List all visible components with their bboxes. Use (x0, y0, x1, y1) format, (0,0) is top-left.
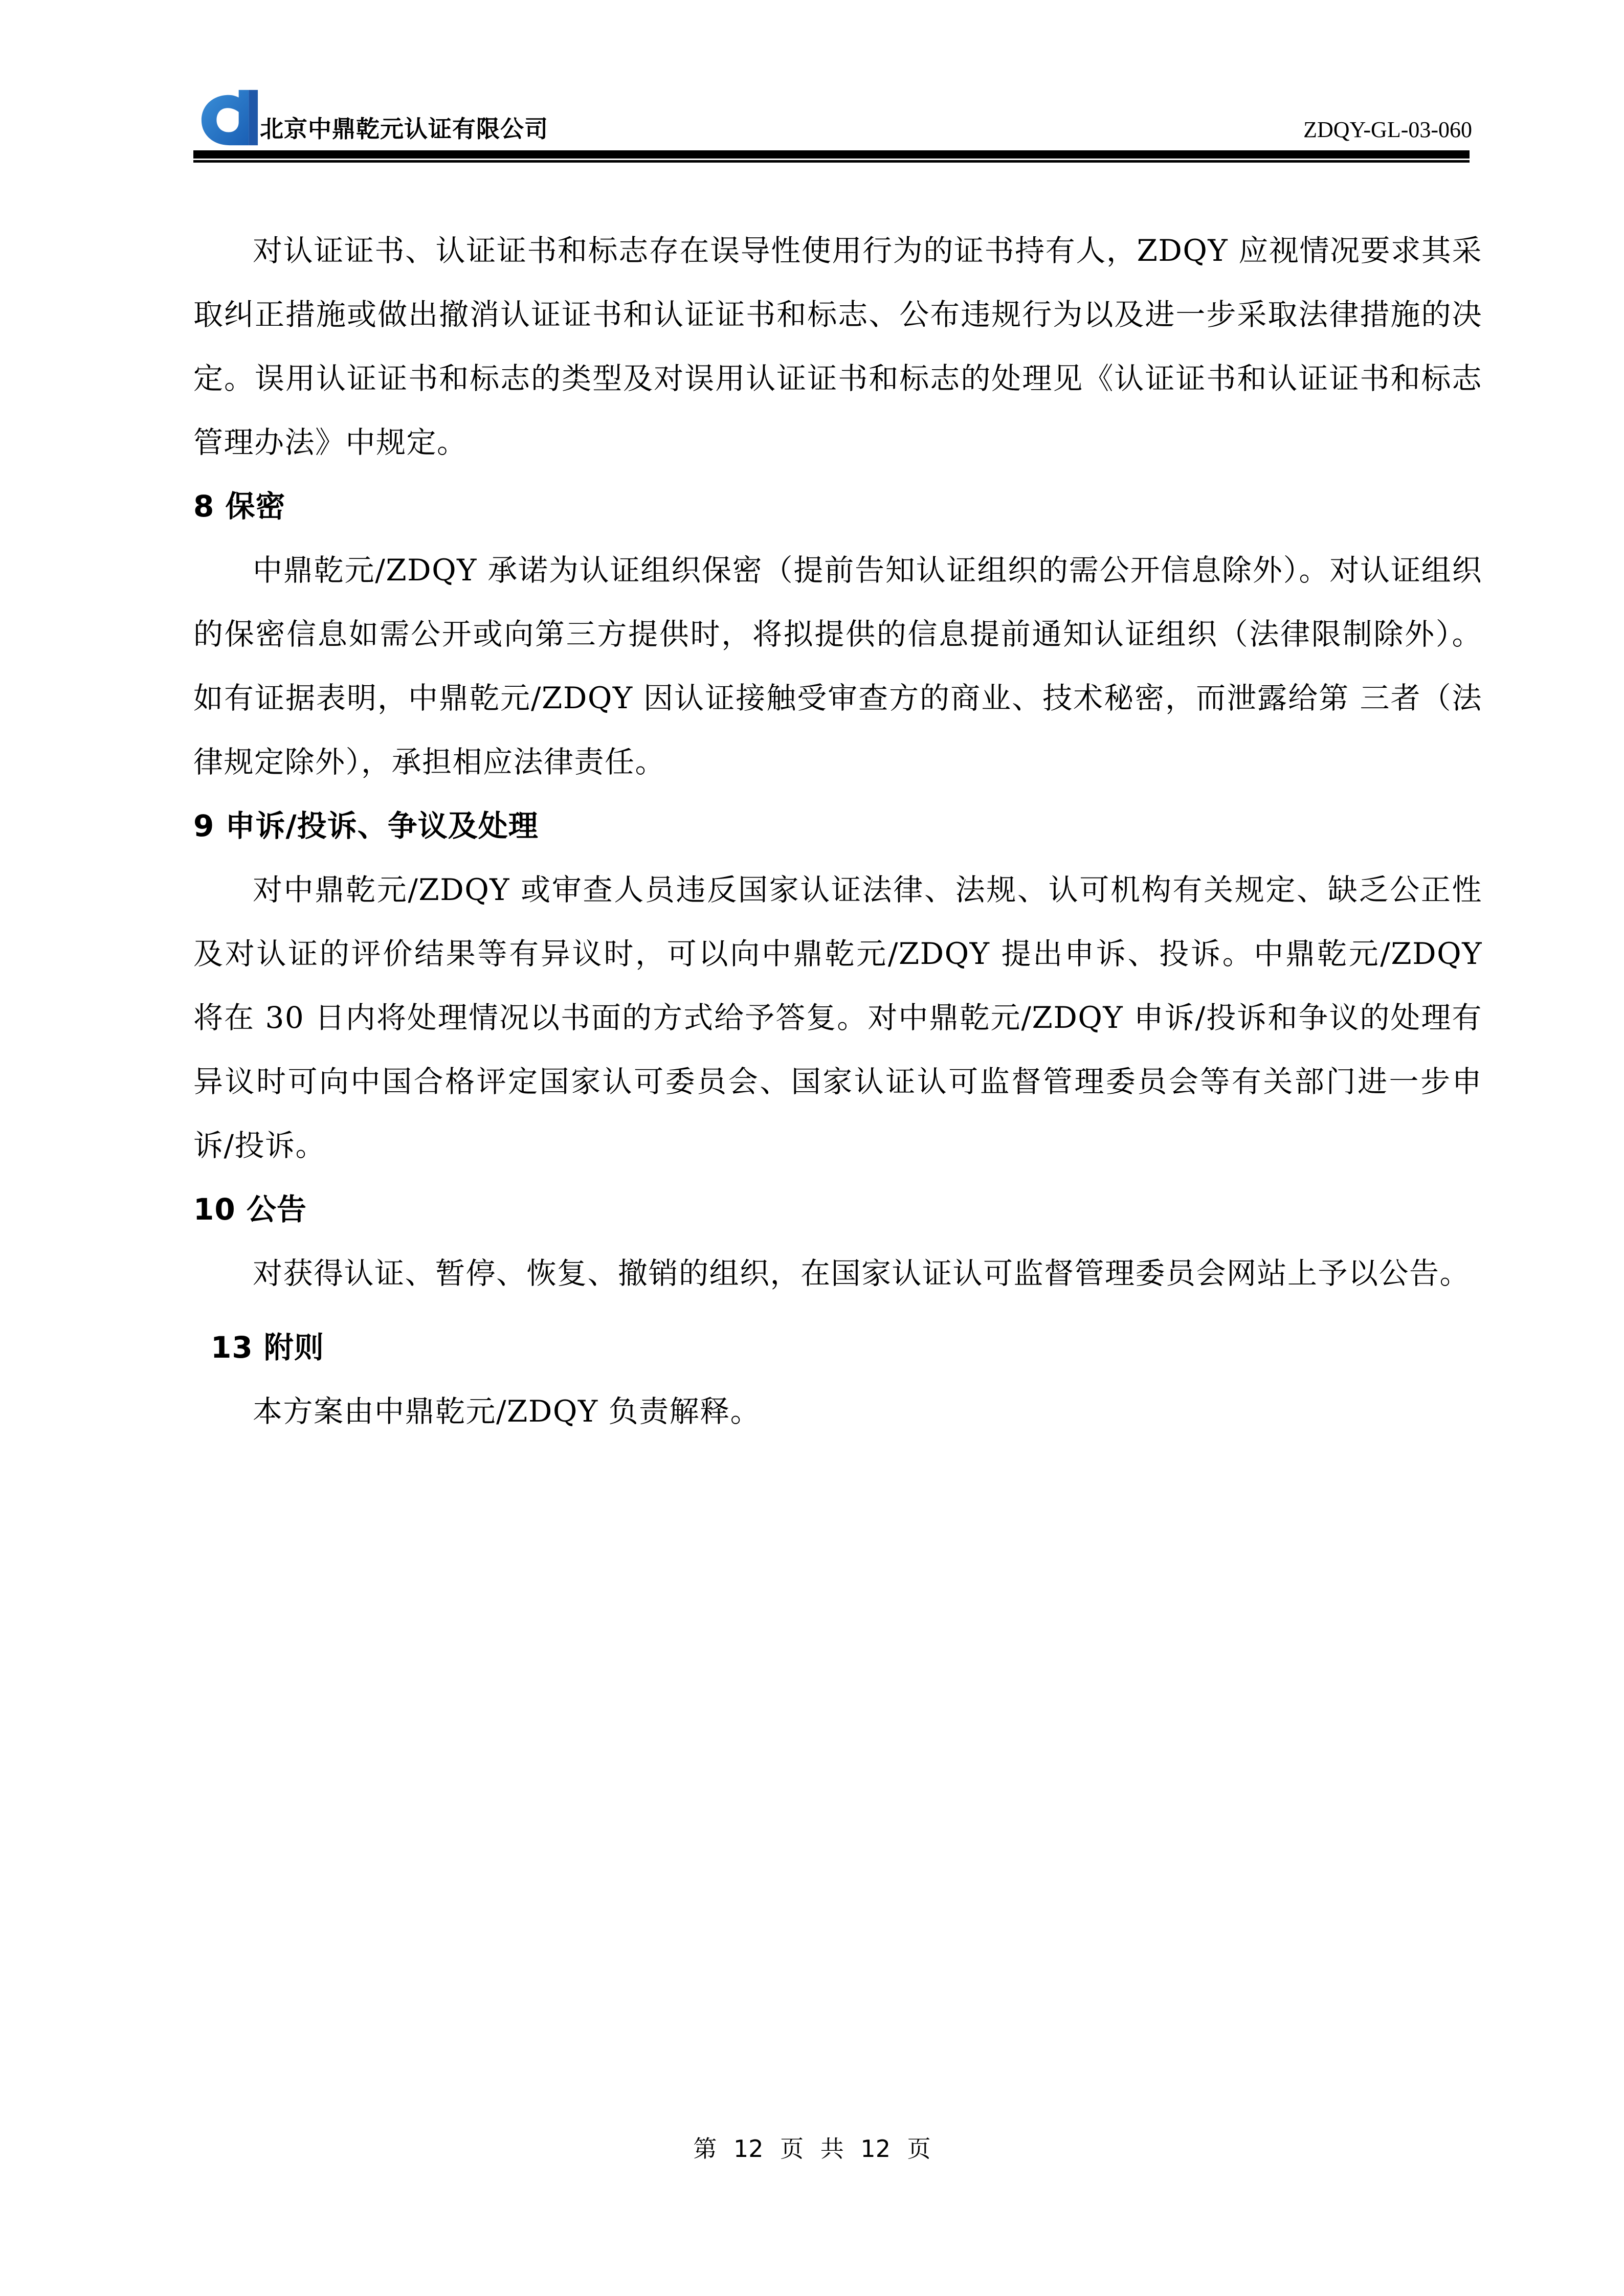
intro-paragraph: 对认证证书、认证证书和标志存在误导性使用行为的证书持有人，ZDQY 应视情况要求其采取纠正措施或做出撤消认证证书和认证证书和标志、公布违规行为以及进一步采取法律措施的决定。误用认证证书和标志的类型及对误用认证证书和标志的处理见《认证证书和认证证书和标志管理办法》中规定。 (193, 233, 1482, 460)
page-header (193, 77, 1470, 164)
section-heading-confidentiality: 8 保密 (193, 489, 286, 524)
section-paragraph-confidentiality: 中鼎乾元/ZDQY 承诺为认证组织保密（提前告知认证组织的需公开信息除外）。对认证组织的保密信息如需公开或向第三方提供时，将拟提供的信息提前通知认证组织（法律限制除外）。 如有证据表明，中鼎乾元/ZDQY 因认证接触受审查方的商业、技术秘密，而泄露给第 三者（法律规定除外），承担相应法律责任。 (193, 553, 1482, 779)
company-logo-icon (198, 87, 259, 147)
document-code: ZDQY-GL-03-060 (1303, 117, 1472, 142)
header-rule-thin (193, 160, 1470, 163)
section-heading-appeals: 9 申诉/投诉、争议及处理 (193, 808, 539, 843)
section-paragraph-appeals: 对中鼎乾元/ZDQY 或审查人员违反国家认证法律、法规、认可机构有关规定、缺乏公正性及对认证的评价结果等有异议时，可以向中鼎乾元/ZDQY 提出申诉、投诉。中鼎乾元/ZDQY 将在 30 日内将处理情况以书面的方式给予答复。对中鼎乾元/ZDQY 申诉/投诉和争议的处理有异议时可向中国合格评定国家认可委员会、国家认证认可监督管理委员会等有关部门进一步申诉/投诉。 (193, 872, 1482, 1163)
section-paragraph-announcement: 对获得认证、暂停、恢复、撤销的组织，在国家认证认可监督管理委员会网站上予以公告。 (253, 1256, 1471, 1291)
section-paragraph-supplementary: 本方案由中鼎乾元/ZDQY 负责解释。 (253, 1394, 761, 1429)
section-heading-announcement: 10 公告 (193, 1192, 307, 1227)
section-heading-supplementary: 13 附则 (211, 1330, 324, 1365)
page-footer: 第 12 页 共 12 页 (693, 2135, 931, 2163)
company-name: 北京中鼎乾元认证有限公司 (260, 115, 548, 143)
header-rule-thick (193, 150, 1470, 159)
document-body (193, 219, 1482, 1444)
